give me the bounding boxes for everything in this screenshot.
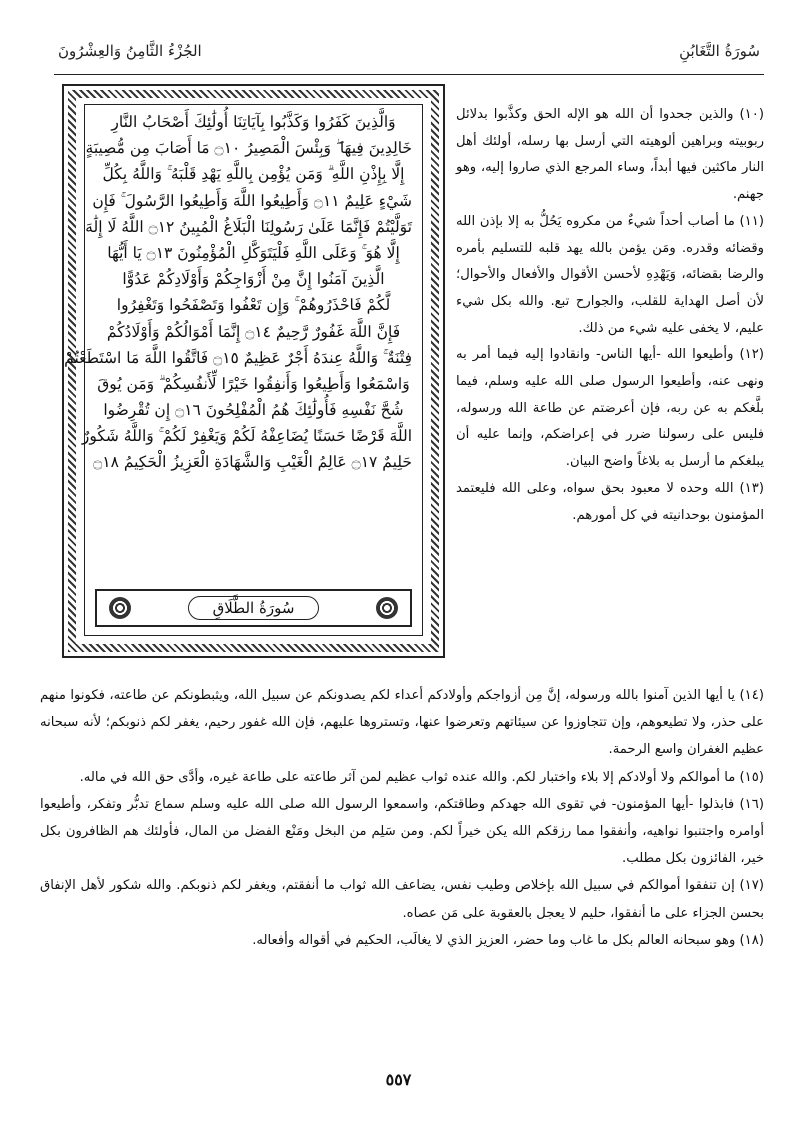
verse-line: خَالِدِينَ فِيهَا ۖ وَبِئْسَ الْمَصِيرُ ۝١٠ مَا أَصَابَ مِن مُّصِيبَةٍ — [85, 139, 412, 158]
tafsir-paragraph: (١٠) والذين جحدوا أن الله هو الإله الحق وكذَّبوا بدلائل ربوبيته وبراهين ألوهيته التي أرسل بها رسله، أولئك أهل النار ماكثين فيها أبداً، وساء المرجع الذي صاروا إليه، وهو جهنم. — [456, 107, 764, 203]
rosette-ornament-icon — [109, 597, 131, 619]
tafsir-paragraph: (١٣) الله وحده لا معبود بحق سواه، وعلى الله فليعتمد المؤمنون بوحدانيته في كل أمورهم. — [456, 480, 764, 523]
sura-name-header: سُورَةُ التَّغَابُنِ — [679, 42, 760, 60]
tafsir-paragraph: (١١) ما أصاب أحداً شيءٌ من مكروه يَحُلُّ به إلا بإذن الله وقضائه وقدره. ومَن يؤمن بالله يهد قلبه للتسليم بأمره والرضا بقضائه، وَيَهْدِهِ لأحسن الأقوال والأفعال والأحوال؛ لأن أصل الهداية للقلب، والجوارح تبع. والله بكل شيء عليم، لا يخفى عليه شيء من ذلك. — [456, 213, 764, 336]
tafsir-paragraph: (١٢) وأطيعوا الله -أيها الناس- وانقادوا إليه فيما أمر به ونهى عنه، وأطيعوا الرسول صلى الله عليه وسلم، فيما بلَّغكم به عن ربه، فإن أعرضتم عن طاعة الله ورسوله، فليس على رسولنا ضرر في إعراضكم، وإنما عليه أن يبلغكم ما أرسل به بلاغاً واضح البيان. — [456, 347, 764, 470]
verse-line: فَإِنَّ اللَّهَ غَفُورٌ رَّحِيمٌ ۝١٤ إِنَّمَا أَمْوَالُكُمْ وَأَوْلَادُكُمْ — [106, 322, 401, 341]
verse-line: إِلَّا بِإِذْنِ اللَّهِ ۗ وَمَن يُؤْمِن بِاللَّهِ يَهْدِ قَلْبَهُ ۚ وَاللَّهُ بِكُلِّ — [102, 165, 405, 184]
verse-line: إِلَّا هُوَ ۚ وَعَلَى اللَّهِ فَلْيَتَوَكَّلِ الْمُؤْمِنُونَ ۝١٣ يَا أَيُّهَا — [107, 243, 400, 262]
verse-line: حَلِيمٌ ۝١٧ عَالِمُ الْغَيْبِ وَالشَّهَادَةِ الْعَزِيزُ الْحَكِيمُ ۝١٨ — [93, 453, 412, 472]
tafsir-paragraph: (١٤) يا أيها الذين آمنوا بالله ورسوله، إنَّ مِن أزواجكم وأولادكم أعداء لكم يصدونكم عن سبيل الله، ويثبطونكم عن طاعته، فكونوا منهم على حذر، ولا تطيعوهم، وإن تتجاوزوا عن سيئاتهم وتعرضوا عنها، وتستروها عليهم، فإن الله غفور رحيم، يغفر لكم ذنوبكم؛ لأنه سبحانه عظيم الغفران واسع الرحمة. — [40, 688, 764, 758]
verse-line: فِتْنَةٌ ۚ وَاللَّهُ عِندَهُ أَجْرٌ عَظِيمٌ ۝١٥ فَاتَّقُوا اللَّهَ مَا اسْتَطَعْتُمْ — [64, 348, 412, 367]
verse-line: وَاسْمَعُوا وَأَطِيعُوا وَأَنفِقُوا خَيْرًا لِّأَنفُسِكُمْ ۗ وَمَن يُوقَ — [97, 374, 410, 393]
page-header — [54, 34, 764, 75]
quran-text-box — [64, 104, 423, 636]
quran-verses — [64, 109, 412, 476]
tafsir-paragraph: (١٨) وهو سبحانه العالم بكل ما غاب وما حضر، العزيز الذي لا يغالَب، الحكيم في أقواله وأفعاله. — [252, 932, 764, 948]
quran-frame — [62, 84, 445, 658]
verse-line: شُحَّ نَفْسِهِ فَأُولَٰئِكَ هُمُ الْمُفْلِحُونَ ۝١٦ إِن تُقْرِضُوا — [103, 401, 404, 420]
rosette-ornament-icon — [376, 597, 398, 619]
tafsir-full-column — [40, 682, 764, 954]
verse-line: اللَّهَ قَرْضًا حَسَنًا يُضَاعِفْهُ لَكُمْ وَيَغْفِرْ لَكُمْ ۚ وَاللَّهُ شَكُورٌ — [81, 427, 412, 446]
verse-line: شَيْءٍ عَلِيمٌ ۝١١ وَأَطِيعُوا اللَّهَ وَأَطِيعُوا الرَّسُولَ ۚ فَإِن — [92, 191, 412, 210]
next-sura-title: سُورَةُ الطَّلَاقِ — [188, 596, 320, 620]
verse-line: الَّذِينَ آمَنُوا إِنَّ مِنْ أَزْوَاجِكُمْ وَأَوْلَادِكُمْ عَدُوًّا — [122, 270, 385, 289]
juz-header: الجُزْءُ الثَّامِنُ وَالعِشْرُونَ — [58, 42, 202, 60]
verse-line: تَوَلَّيْتُمْ فَإِنَّمَا عَلَىٰ رَسُولِنَا الْبَلَاغُ الْمُبِينُ ۝١٢ اللَّهُ لَا إِلَٰهَ — [85, 217, 412, 236]
verse-line: لَّكُمْ فَاحْذَرُوهُمْ ۚ وَإِن تَعْفُوا وَتَصْفَحُوا وَتَغْفِرُوا — [116, 296, 391, 315]
verse-line: وَالَّذِينَ كَفَرُوا وَكَذَّبُوا بِآيَاتِنَا أُولَٰئِكَ أَصْحَابُ النَّارِ — [111, 113, 396, 131]
tafsir-paragraph: (١٧) إن تنفقوا أموالكم في سبيل الله بإخلاص وطيب نفس، يضاعف الله ثواب ما أنفقتم، ويغفر لكم ذنوبكم. والله شكور لأهل الإنفاق بحسن الجزاء على ما أنفقوا، حليم لا يعجل بالعقوبة على مَن عصاه. — [40, 878, 764, 921]
sura-banner — [95, 589, 412, 627]
page-number: ٥٥٧ — [385, 1070, 412, 1089]
tafsir-paragraph: (١٥) ما أموالكم ولا أولادكم إلا بلاء واختبار لكم. والله عنده ثواب عظيم لمن آثر طاعته على طاعة غيره، وأدَّى حق الله في ماله. — [79, 769, 764, 785]
tafsir-side-column — [456, 102, 764, 529]
tafsir-paragraph: (١٦) فابذلوا -أيها المؤمنون- في تقوى الله جهدكم وطاقتكم، واسمعوا الرسول الله صلى الله عليه وسلم سماع تدبُّر وتفكر، وأطيعوا أوامره واجتنبوا نواهيه، وأنفقوا مما رزقكم الله يكن خيراً لكم. ومن سَلِم من البخل ومَنْع الفضل من المال، فأولئك هم الظافرون بكل خير، الفائزون بكل مطلب. — [40, 796, 764, 867]
